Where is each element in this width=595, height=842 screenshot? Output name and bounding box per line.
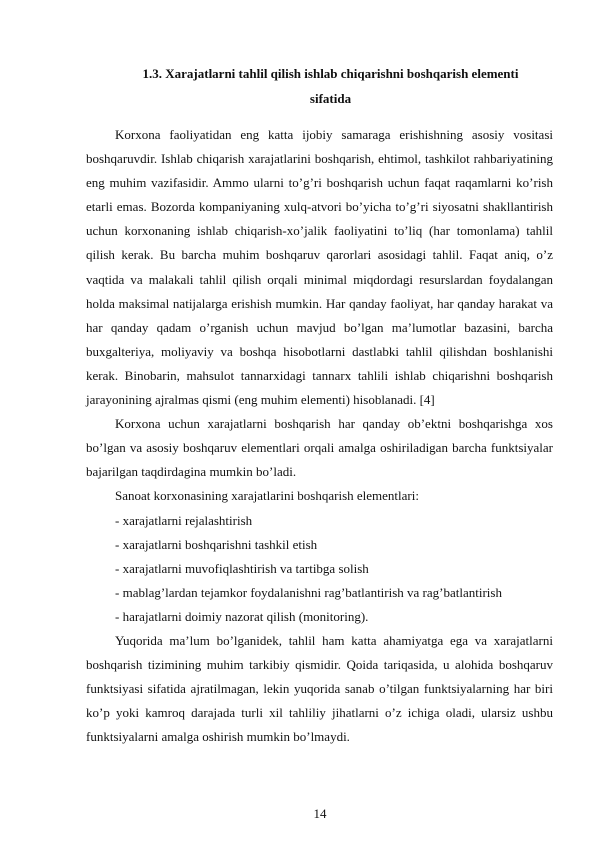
section-heading: 1.3. Xarajatlarni tahlil qilish ishlab chiqarishni boshqarish elementi sifatida xyxy=(142,66,519,106)
list-item: - xarajatlarni boshqarishni tashkil etish xyxy=(115,536,318,552)
list-item: - mablag’lardan tejamkor foydalanishni rag’batlantirish va rag’batlantirish xyxy=(115,584,502,600)
paragraph-elements-lead: Sanoat korxonasining xarajatlarini boshqarish elementlari: xyxy=(115,488,419,504)
paragraph-closing: Yuqorida ma’lum bo’lganidek, tahlil ham katta ahamiyatga ega va xarajatlarni boshqarish tizimining muhim tarkibiy qismidir. Qoida tariqasida, u alohida boshqaruv funktsiyasi sifatida ajratilmagan, lekin yuqorida sanab o’tilgan funktsiyalarning har biri ko’p yoki kamroq darajada turli xil tahliliy jihatlarni o’z ichiga oladi, ularsiz ushbu funktsiyalarni amalga oshirish mumkin bo’lmaydi. xyxy=(86,632,553,745)
list-item: - harajatlarni doimiy nazorat qilish (monitoring). xyxy=(115,608,369,624)
elements-list xyxy=(86,509,553,629)
page-number: 14 xyxy=(313,806,327,821)
list-item: - xarajatlarni rejalashtirish xyxy=(115,512,253,528)
list-item: - xarajatlarni muvofiqlashtirish va tartibga solish xyxy=(115,560,369,576)
paragraph-cost-management: Korxona uchun xarajatlarni boshqarish har qanday ob’ektni boshqarishga xos bo’lgan va asosiy boshqaruv elementlari orqali amalga oshiriladigan barcha funktsiyalar bajarilgan taqdirdagina mumkin bo’ladi. xyxy=(86,416,553,480)
paragraph-intro: Korxona faoliyatidan eng katta ijobiy samaraga erishishning asosiy vositasi boshqaruvdir. Ishlab chiqarish xarajatlarini boshqarish, ehtimol, tashkilot rahbariyatining eng muhim vazifasidir. Ammo ularni to’g’ri boshqarish uchun faqat raqamlarni ko’rish etarli emas. Bozorda kompaniyaning xulq-atvori bo’yicha to’g’ri siyosatni shakllantirish uchun korxonaning ishlab chiqarish-xo’jalik faoliyatini to’liq (har tomonlama) tahlil qilish kerak. Bu barcha muhim boshqaruv qarorlari asosidagi tahlil. Faqat aniq, o’z vaqtida va malakali tahlil qilish orqali minimal miqdordagi resurslardan foydalangan holda maksimal natijalarga erishish mumkin. Har qanday faoliyat, har qanday harakat va har qanday qadam o’rganish uchun mavjud bo’lgan ma’lumotlar bazasini, barcha buxgalteriya, moliyaviy va boshqa hisobotlarni dastlabki tahlil qilishdan boshlanishi kerak. Binobarin, mahsulot tannarxidagi tannarx tahlili ishlab chiqarishni boshqarish jarayonining ajralmas qismi (eng muhim elementi) hisoblanadi. [4] xyxy=(86,127,553,408)
page-content xyxy=(86,62,553,749)
